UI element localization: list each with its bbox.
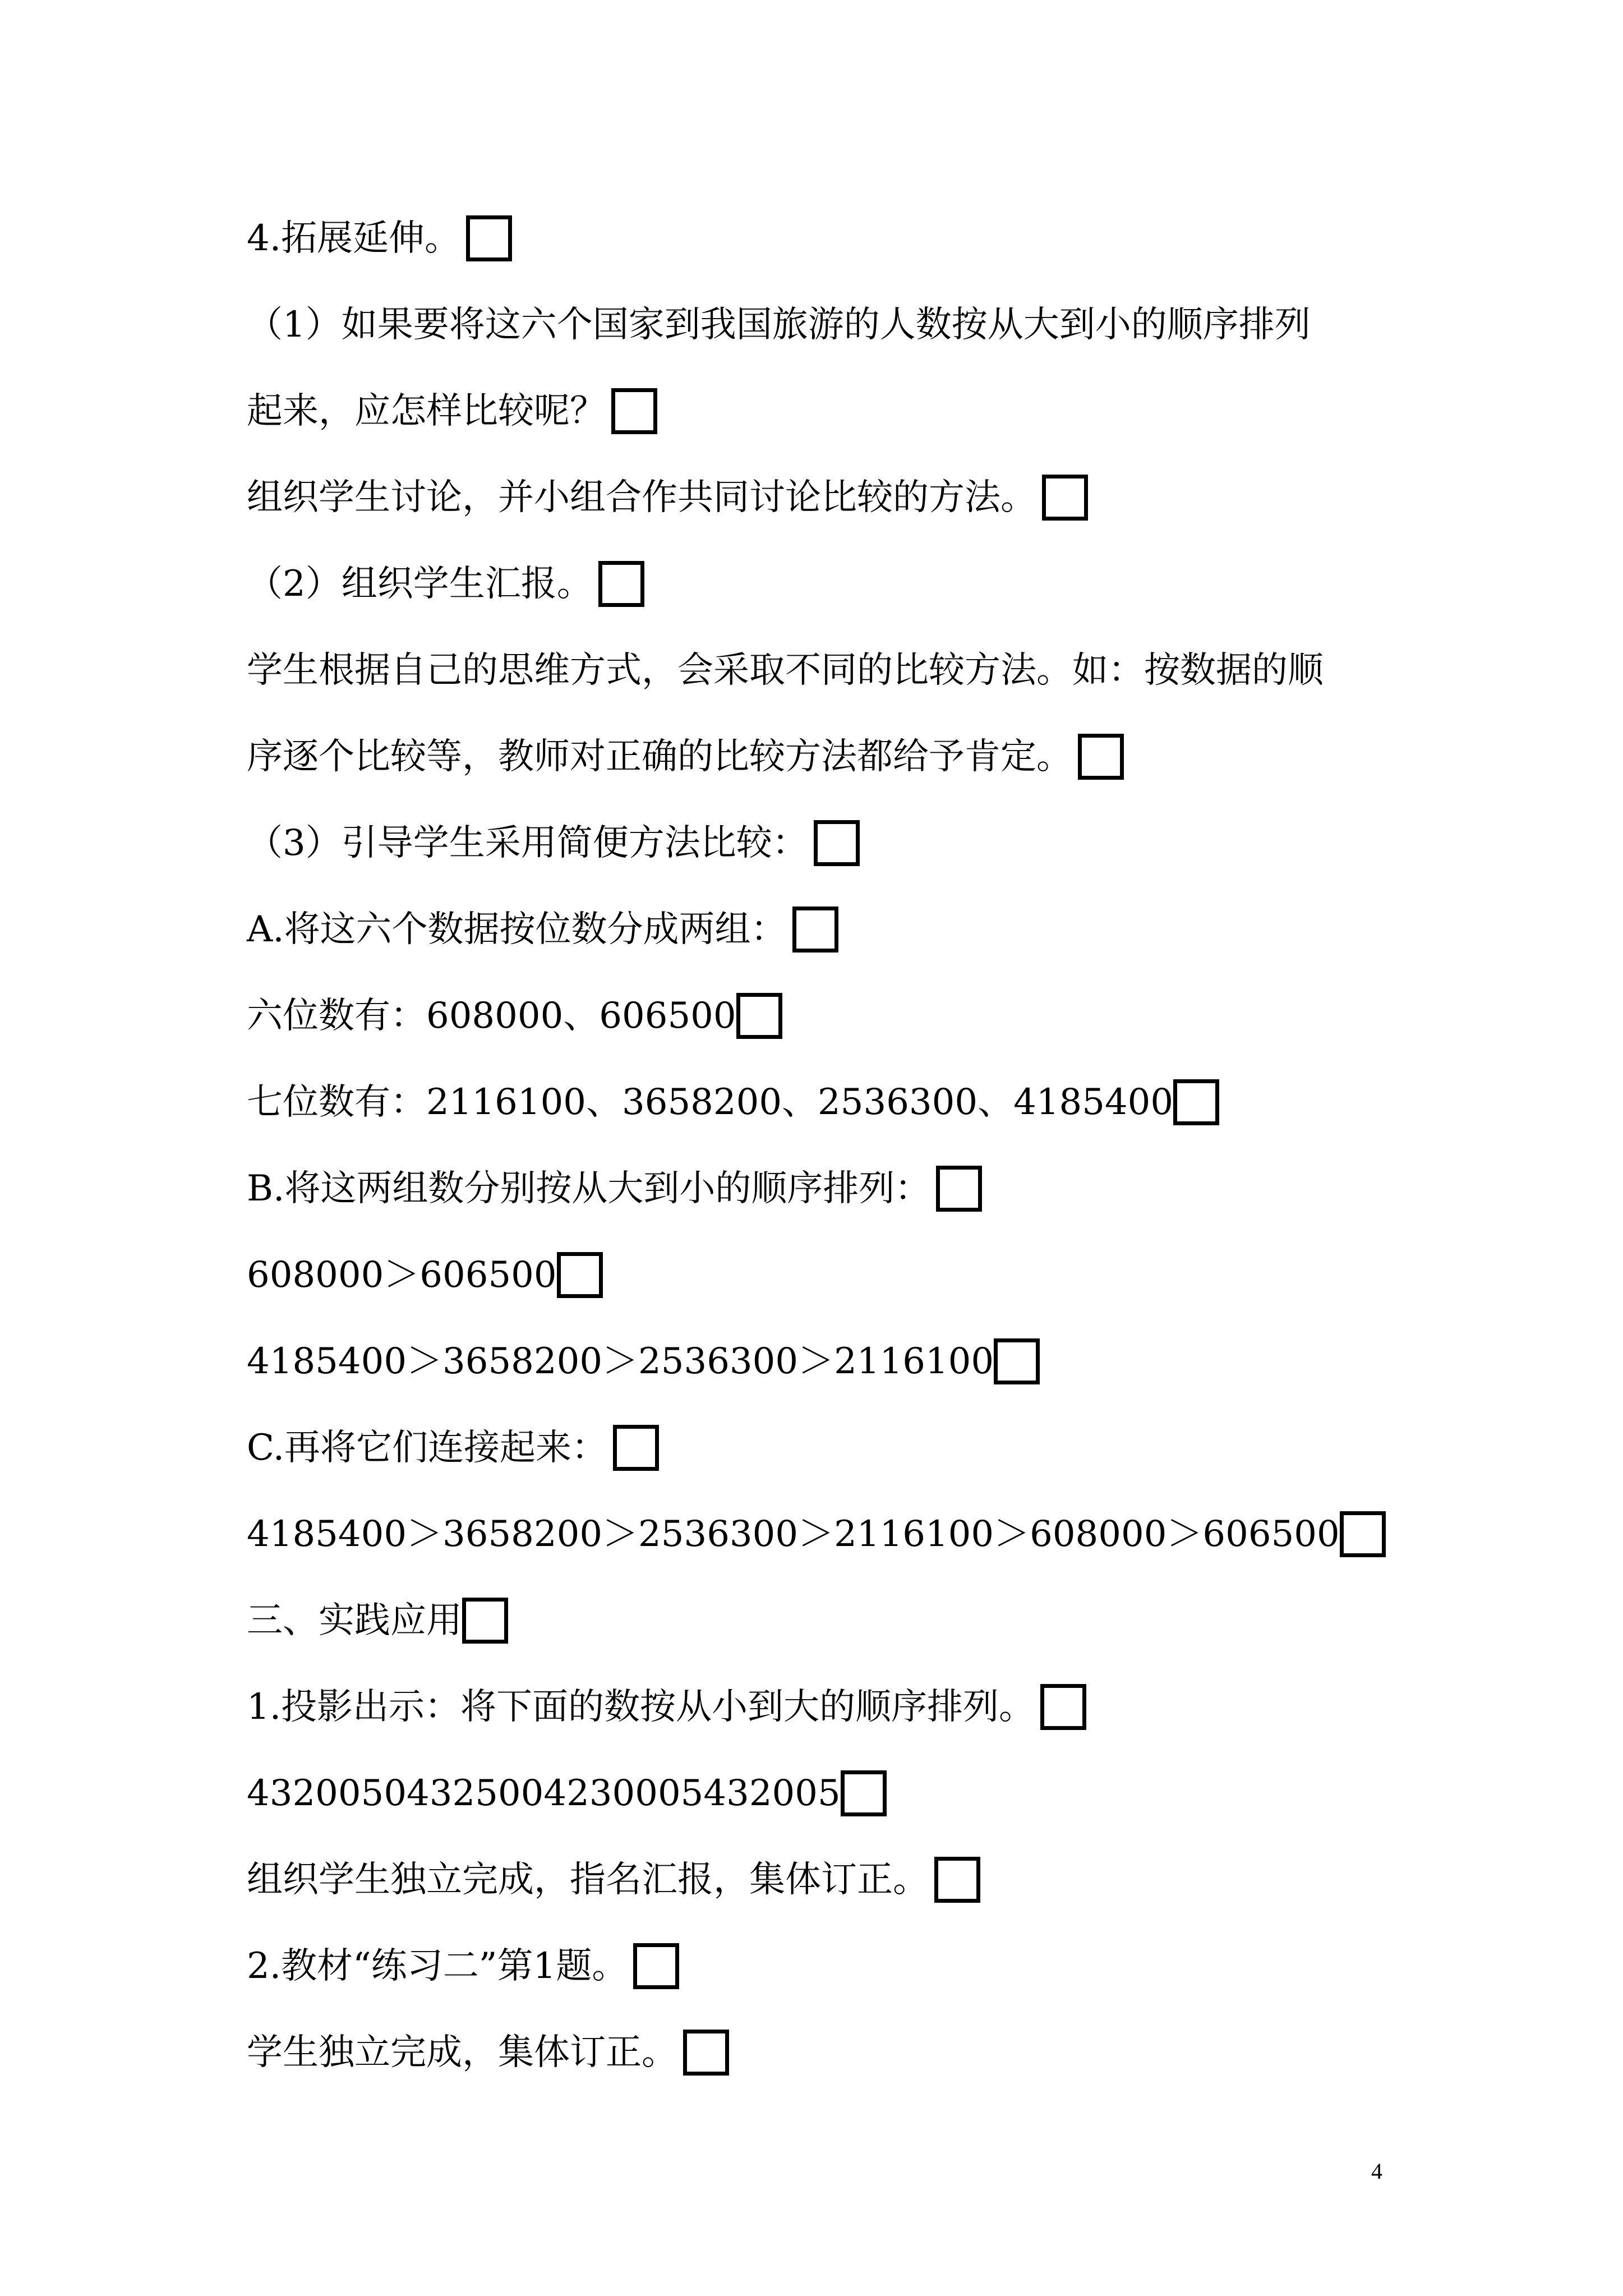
line-text: 组织学生讨论，并小组合作共同讨论比较的方法。	[247, 477, 1036, 518]
paragraph-line	[247, 2023, 729, 2082]
paragraph-line	[247, 296, 1311, 354]
checkbox[interactable]	[1173, 1079, 1219, 1125]
paragraph-line	[247, 641, 1324, 700]
checkbox[interactable]	[936, 1166, 982, 1212]
paragraph-line	[247, 1937, 679, 1995]
line-text: （1）如果要将这六个国家到我国旅游的人数按从大到小的顺序排列	[247, 304, 1311, 346]
paragraph-line	[247, 1073, 1219, 1131]
paragraph-line	[247, 1419, 659, 1477]
checkbox[interactable]	[994, 1338, 1040, 1384]
line-text: 学生根据自己的思维方式，会采取不同的比较方法。如：按数据的顺	[247, 650, 1324, 691]
checkbox[interactable]	[598, 561, 644, 607]
paragraph-line	[247, 1505, 1386, 1563]
checkbox[interactable]	[1340, 1511, 1386, 1557]
paragraph-line	[247, 382, 657, 440]
paragraph-line	[247, 555, 644, 613]
line-text: 1.投影出示：将下面的数按从小到大的顺序排列。	[247, 1686, 1035, 1728]
paragraph-line	[247, 1764, 887, 1823]
checkbox[interactable]	[1078, 734, 1124, 780]
line-text: A.将这六个数据按位数分成两组：	[247, 909, 787, 950]
paragraph-line	[247, 1246, 603, 1304]
page-number: 4	[1371, 2159, 1382, 2184]
line-text: B.将这两组数分别按从大到小的顺序排列：	[247, 1168, 931, 1209]
line-text: 学生独立完成，集体订正。	[247, 2032, 677, 2073]
checkbox[interactable]	[792, 907, 838, 953]
line-text: 起来，应怎样比较呢？	[247, 390, 606, 432]
paragraph-line	[247, 814, 860, 872]
checkbox[interactable]	[841, 1770, 887, 1816]
checkbox[interactable]	[462, 1598, 508, 1644]
paragraph-line	[247, 900, 838, 959]
line-text: 三、实践应用	[247, 1600, 462, 1641]
paragraph-line	[247, 1678, 1086, 1736]
paragraph-line	[247, 1159, 982, 1218]
checkbox[interactable]	[1040, 1684, 1086, 1730]
line-text: 六位数有：608000、606500	[247, 995, 736, 1037]
checkbox[interactable]	[814, 820, 860, 866]
line-text: 43200504325004230005432005	[247, 1773, 841, 1814]
paragraph-line	[247, 468, 1088, 527]
checkbox[interactable]	[736, 993, 782, 1039]
paragraph-line	[247, 728, 1124, 786]
section-heading	[247, 1591, 508, 1650]
checkbox[interactable]	[557, 1252, 603, 1298]
line-text: 4185400＞3658200＞2536300＞2116100＞608000＞606500	[247, 1513, 1340, 1555]
checkbox[interactable]	[1042, 475, 1088, 521]
checkbox[interactable]	[934, 1857, 980, 1903]
line-text: （2）组织学生汇报。	[247, 563, 593, 605]
heading-extension	[247, 209, 512, 268]
line-text: 2.教材“练习二”第1题。	[247, 1945, 628, 1987]
checkbox[interactable]	[633, 1943, 679, 1989]
line-text: 4185400＞3658200＞2536300＞2116100	[247, 1341, 994, 1382]
paragraph-line	[247, 1332, 1040, 1391]
checkbox[interactable]	[683, 2030, 729, 2076]
checkbox[interactable]	[466, 215, 512, 261]
line-text: （3）引导学生采用简便方法比较：	[247, 822, 808, 864]
line-text: 4.拓展延伸。	[247, 218, 461, 259]
line-text: 608000＞606500	[247, 1254, 557, 1296]
checkbox[interactable]	[613, 1425, 659, 1471]
line-text: 组织学生独立完成，指名汇报，集体订正。	[247, 1859, 929, 1901]
paragraph-line	[247, 987, 782, 1045]
line-text: 序逐个比较等，教师对正确的比较方法都给予肯定。	[247, 736, 1072, 777]
line-text: 七位数有：2116100、3658200、2536300、4185400	[247, 1082, 1174, 1123]
line-text: C.再将它们连接起来：	[247, 1427, 608, 1469]
checkbox[interactable]	[611, 388, 657, 434]
paragraph-line	[247, 1851, 980, 1909]
